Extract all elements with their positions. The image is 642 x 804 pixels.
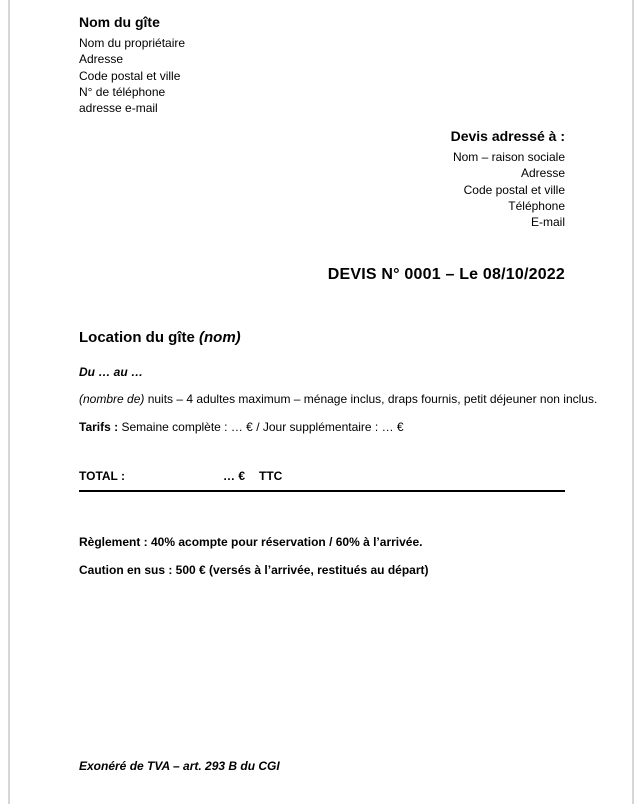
total-suffix: TTC [259,469,283,483]
owner-name-line: Nom du propriétaire [79,36,186,50]
section-heading-suffix: (nom) [199,329,241,346]
nights-prefix: (nombre de) [79,392,145,406]
dates-line: Du … au … [79,365,144,379]
tarifs-label: Tarifs : [79,420,119,434]
addressee-phone-line: Téléphone [508,198,565,213]
tarifs-value: Semaine complète : … € / Jour supplémentaire : … € [118,420,404,434]
owner-block-title: Nom du gîte [79,14,160,30]
devis-title: DEVIS N° 0001 – Le 08/10/2022 [327,266,565,283]
nights-rest: nuits – 4 adultes maximum – ménage inclus, draps fournis, petit déjeuner non inclus. [144,392,598,406]
owner-address-line: Adresse [79,52,124,67]
addressee-name-line: Nom – raison sociale [452,150,565,164]
owner-city-line: Code postal et ville [79,68,181,83]
deposit-line: Caution en sus : 500 € (versés à l’arrivée, restitués au départ) [79,563,429,577]
owner-phone-line: N° de téléphone [79,84,166,99]
total-line [79,469,565,492]
addressee-address-line: Adresse [520,166,565,181]
vat-exemption-footer: Exonéré de TVA – art. 293 B du CGI [79,759,280,773]
nights-line [79,392,598,406]
addressee-email-line: E-mail [530,215,565,230]
addressee-city-line: Code postal et ville [463,182,565,197]
addressee-block [451,126,565,230]
payment-terms-line: Règlement : 40% acompte pour réservation / 60% à l’arrivée. [79,535,423,549]
tarifs-line [79,420,404,434]
section-heading-text: Location du gîte [79,329,199,346]
total-amount: … € [223,469,246,483]
addressee-block-title: Devis adressé à : [450,128,565,144]
owner-block [79,12,185,116]
section-heading [79,329,241,346]
total-label: TOTAL : [79,469,125,483]
document-page [8,0,634,804]
owner-email-line: adresse e-mail [79,101,158,116]
